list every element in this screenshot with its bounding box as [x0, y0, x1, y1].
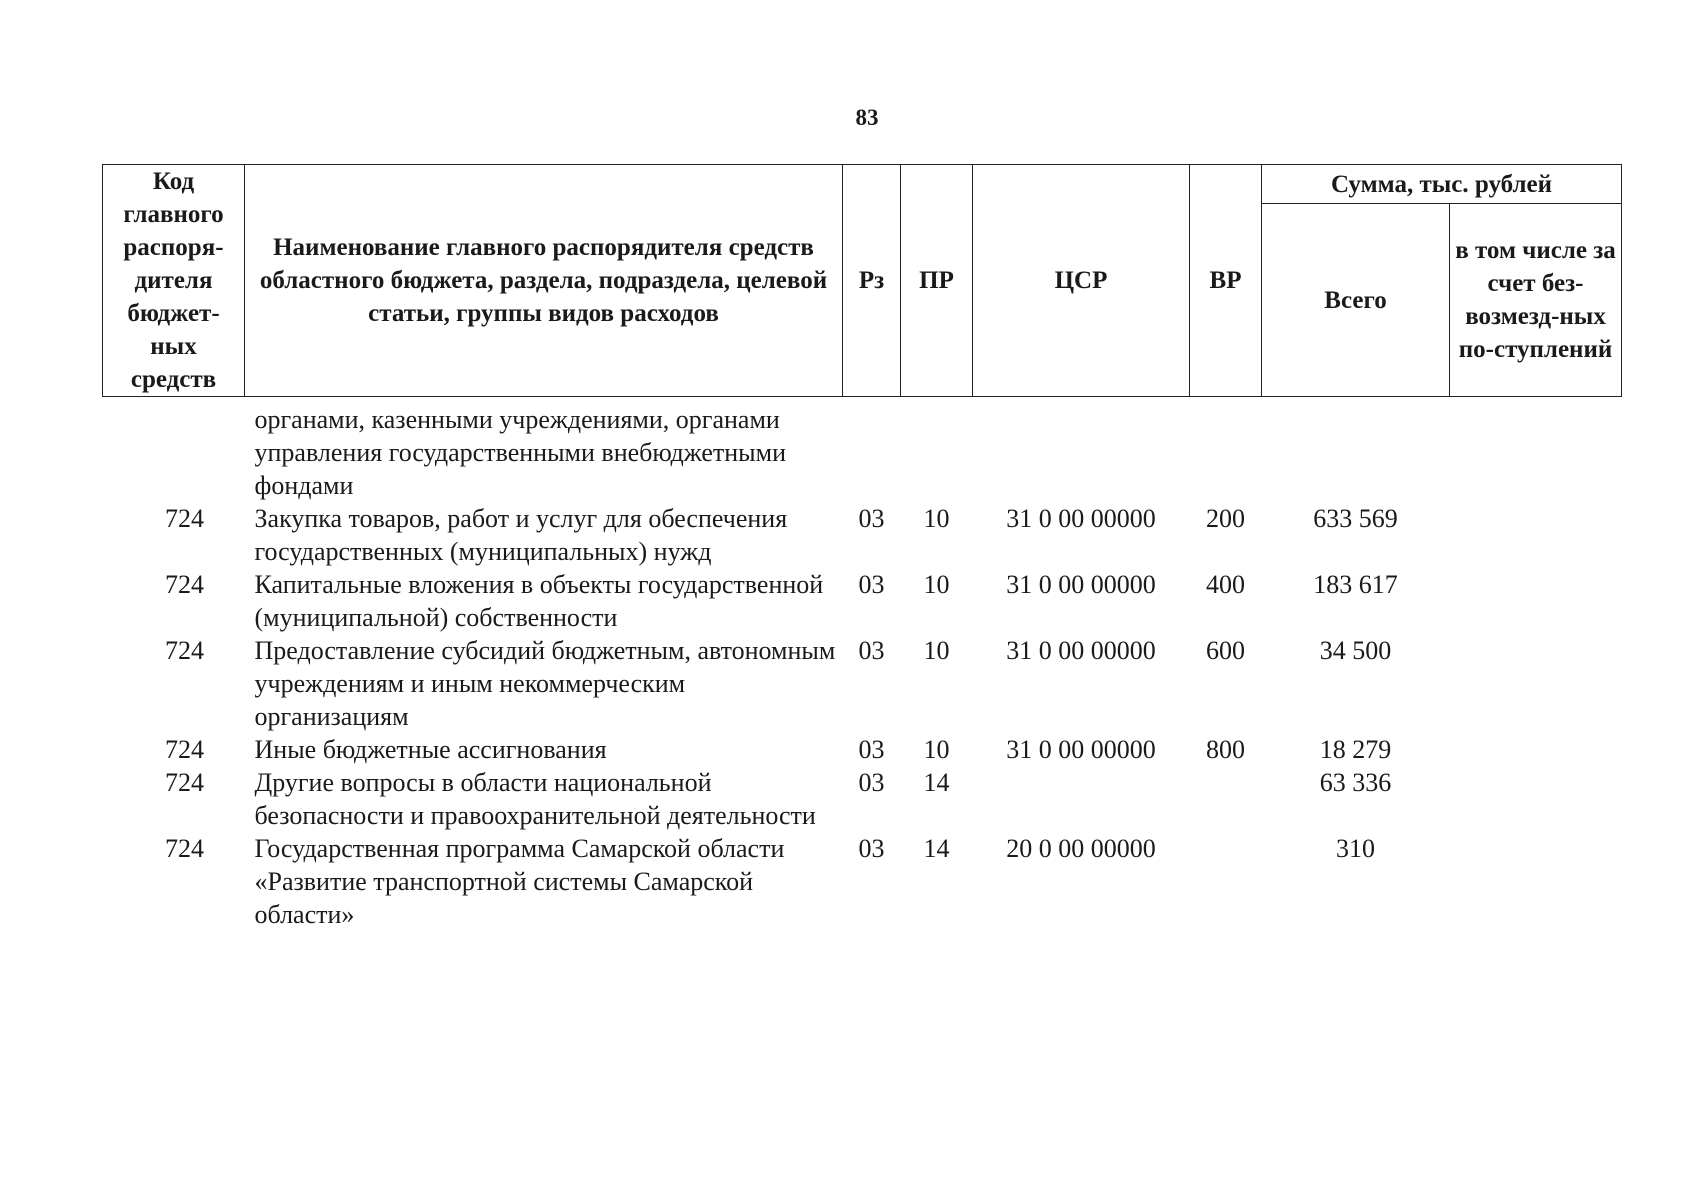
table-row [103, 733, 1622, 766]
row-rz: 03 [858, 570, 885, 599]
header-total: Всего [1262, 204, 1450, 397]
row-free [1450, 502, 1622, 568]
row-free [1450, 766, 1622, 832]
row-vr [1190, 832, 1262, 931]
row-name: Другие вопросы в области национальной безопасности и правоохранительной деятельности [254, 768, 816, 830]
table-row [103, 397, 1622, 503]
row-vr: 400 [1206, 570, 1245, 599]
header-sum: Сумма, тыс. рублей [1262, 165, 1622, 204]
header-csr: ЦСР [973, 165, 1190, 397]
table-header [103, 165, 1622, 397]
table-row [103, 832, 1622, 931]
row-code: 724 [165, 768, 204, 797]
header-free: в том числе за счет без-возмезд-ных по-ступлений [1450, 204, 1622, 397]
row-vr: 600 [1206, 636, 1245, 665]
row-name: Закупка товаров, работ и услуг для обеспечения государственных (муниципальных) нужд [254, 504, 788, 566]
row-free [1450, 568, 1622, 634]
row-code: 724 [165, 570, 204, 599]
table-body [103, 397, 1622, 932]
budget-table [102, 164, 1622, 931]
table-row [103, 634, 1622, 733]
row-total: 34 500 [1319, 636, 1392, 665]
row-csr: 31 0 00 00000 [1006, 636, 1156, 665]
row-rz: 03 [858, 504, 885, 533]
row-pr: 10 [923, 735, 950, 764]
row-rz: 03 [858, 636, 885, 665]
table-row [103, 568, 1622, 634]
row-vr: 200 [1206, 504, 1245, 533]
row-total: 18 279 [1319, 735, 1392, 764]
row-pr [901, 397, 973, 503]
page-number: 83 [855, 105, 879, 130]
row-pr: 14 [923, 768, 950, 797]
row-vr [1190, 766, 1262, 832]
row-pr: 10 [923, 636, 950, 665]
row-code [103, 397, 245, 503]
header-vr: ВР [1190, 165, 1262, 397]
header-name: Наименование главного распорядителя средств областного бюджета, раздела, подраздела, целевой статьи, группы видов расходов [245, 165, 843, 397]
row-total: 633 569 [1313, 504, 1398, 533]
row-total [1262, 397, 1450, 503]
row-code: 724 [165, 735, 204, 764]
row-rz: 03 [858, 735, 885, 764]
row-csr: 31 0 00 00000 [1006, 504, 1156, 533]
row-rz [843, 397, 901, 503]
row-code: 724 [165, 834, 204, 863]
row-pr: 10 [923, 570, 950, 599]
header-rz: Рз [843, 165, 901, 397]
row-free [1450, 733, 1622, 766]
row-free [1450, 634, 1622, 733]
row-csr: 31 0 00 00000 [1006, 570, 1156, 599]
row-name: Капитальные вложения в объекты государственной (муниципальной) собственности [254, 570, 824, 632]
row-name: Иные бюджетные ассигнования [254, 735, 607, 764]
row-pr: 10 [923, 504, 950, 533]
row-rz: 03 [858, 834, 885, 863]
row-free [1450, 397, 1622, 503]
table-row [103, 502, 1622, 568]
row-rz: 03 [858, 768, 885, 797]
row-total: 63 336 [1319, 768, 1392, 797]
row-pr: 14 [923, 834, 950, 863]
row-vr: 800 [1206, 735, 1245, 764]
row-total: 183 617 [1313, 570, 1398, 599]
row-csr: 20 0 00 00000 [1006, 834, 1156, 863]
row-csr [973, 766, 1190, 832]
row-code: 724 [165, 504, 204, 533]
row-total: 310 [1336, 834, 1375, 863]
row-code: 724 [165, 636, 204, 665]
header-pr: ПР [901, 165, 973, 397]
row-name: Предоставление субсидий бюджетным, автономным учреждениям и иным некоммерческим организациям [254, 636, 836, 731]
row-name: Государственная программа Самарской области «Развитие транспортной системы Самарской области» [254, 834, 785, 929]
row-vr [1190, 397, 1262, 503]
row-csr [973, 397, 1190, 503]
header-code: Код главного распоря-дителя бюджет-ных средств [103, 165, 245, 397]
table-row [103, 766, 1622, 832]
row-csr: 31 0 00 00000 [1006, 735, 1156, 764]
row-name: органами, казенными учреждениями, органами управления государственными внебюджетными фондами [254, 405, 786, 500]
row-free [1450, 832, 1622, 931]
